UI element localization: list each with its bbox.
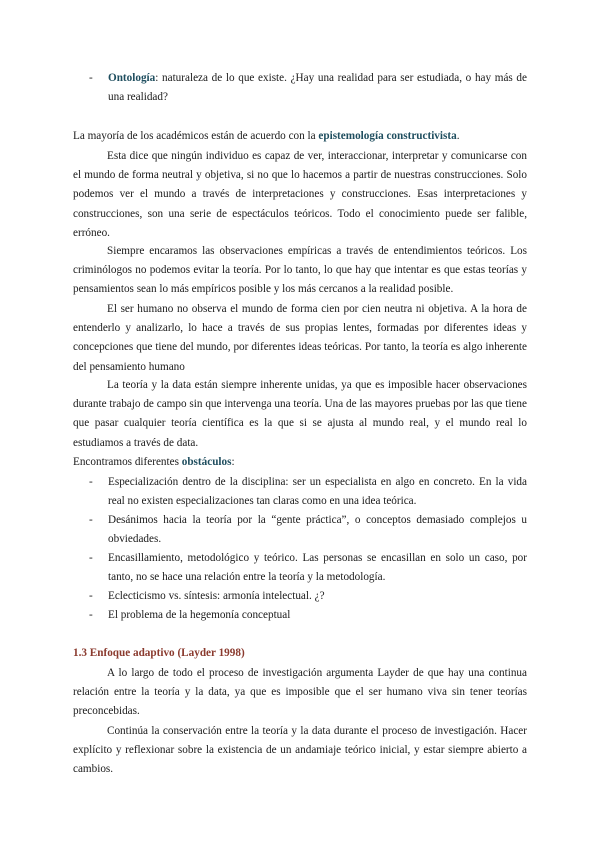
obstacle-item <box>89 511 527 549</box>
ontology-term: Ontología <box>108 72 156 84</box>
obstacle-item <box>89 549 527 587</box>
paragraph-theory-data: La teoría y la data están siempre inherente unidas, ya que es imposible hacer observaciones durante trabajo de campo sin que intervenga una teoría. Una de las mayores pruebas por las que tiene que pasar cualquier teoría científica es la que si se ajusta al mundo real, y el mundo real lo estudiamos a través de data. <box>73 379 527 449</box>
obstacle-item <box>89 606 527 625</box>
bullet-dash: - <box>89 590 93 602</box>
epistemology-intro-text: La mayoría de los académicos están de acuerdo con la <box>73 130 319 142</box>
epistemology-intro <box>73 127 527 146</box>
ontology-definition: : naturaleza de lo que existe. ¿Hay una realidad para ser estudiada, o hay más de una realidad? <box>108 72 527 104</box>
obstacle-item-text: Especialización dentro de la disciplina: ser un especialista en algo en concreto. En la vida real no existen especializaciones tan claras como en una idea teórica. <box>108 476 527 508</box>
paragraph-human-lens: El ser humano no observa el mundo de forma cien por cien neutra ni objetiva. A la hora de entenderlo y analizarlo, lo hace a través de sus propias lentes, formadas por diferentes ideas y concepciones que tiene del mundo, por diferentes ideas teóricas. Por tanto, la teoría es algo inherente del pensamiento humano <box>73 303 527 373</box>
paragraph-conservation: Continúa la conservación entre la teoría y la data durante el proceso de investigación. Hacer explícito y reflexionar sobre la existencia de un andamiaje teórico inicial, y estar siempre abierto a cambios. <box>73 725 527 776</box>
ontology-text <box>108 69 527 107</box>
bullet-dash: - <box>89 552 93 564</box>
ontology-bullet <box>89 69 527 107</box>
section-heading: 1.3 Enfoque adaptivo (Layder 1998) <box>73 647 245 659</box>
obstacle-item-text: Desánimos hacia la teoría por la “gente práctica”, o conceptos demasiado complejos u obviedades. <box>108 514 527 546</box>
obstacle-item-text: El problema de la hegemonía conceptual <box>108 609 291 621</box>
epistemology-term: epistemología constructivista <box>318 130 457 142</box>
obstacle-item <box>89 587 527 606</box>
paragraph-empirical: Siempre encaramos las observaciones empíricas a través de entendimientos teóricos. Los criminólogos no podemos evitar la teoría. Por lo tanto, lo que hay que intentar es que estas teorías y pensamientos sean lo más empíricos posible y los más cercanos a la realidad posible. <box>73 245 527 296</box>
obstacle-item <box>89 473 527 511</box>
bullet-dash: - <box>89 514 93 526</box>
bullet-dash: - <box>89 72 93 84</box>
bullet-dash: - <box>89 476 93 488</box>
paragraph-constructivism: Esta dice que ningún individuo es capaz de ver, interaccionar, interpretar y comunicarse con el mundo de forma neutral y objetiva, si no que lo hacemos a partir de nuestras construcciones. Solo podemos ver el mundo a través de interpretaciones y construcciones. Esas interpretaciones y construcciones, son una serie de espectáculos teóricos. Todo el conocimiento puede ser falible, erróneo. <box>73 150 527 239</box>
obstacle-item-text: Eclecticismo vs. síntesis: armonía intelectual. ¿? <box>108 590 325 602</box>
obstacles-intro <box>73 453 527 472</box>
obstacle-item-text: Encasillamiento, metodológico y teórico. Las personas se encasillan en solo un caso, por tanto, no se hace una relación entre la teoría y la metodología. <box>108 552 527 584</box>
bullet-dash: - <box>89 609 93 621</box>
epistemology-intro-end: . <box>456 130 460 142</box>
obstacles-term: obstáculos <box>181 456 232 468</box>
obstacles-intro-end: : <box>231 456 235 468</box>
obstacles-intro-text: Encontramos diferentes <box>73 456 182 468</box>
paragraph-layder: A lo largo de todo el proceso de investigación argumenta Layder de que hay una continua relación entre la teoría y la data, ya que es imposible que el ser humano viva sin tener teorías preconcebidas. <box>73 667 527 718</box>
